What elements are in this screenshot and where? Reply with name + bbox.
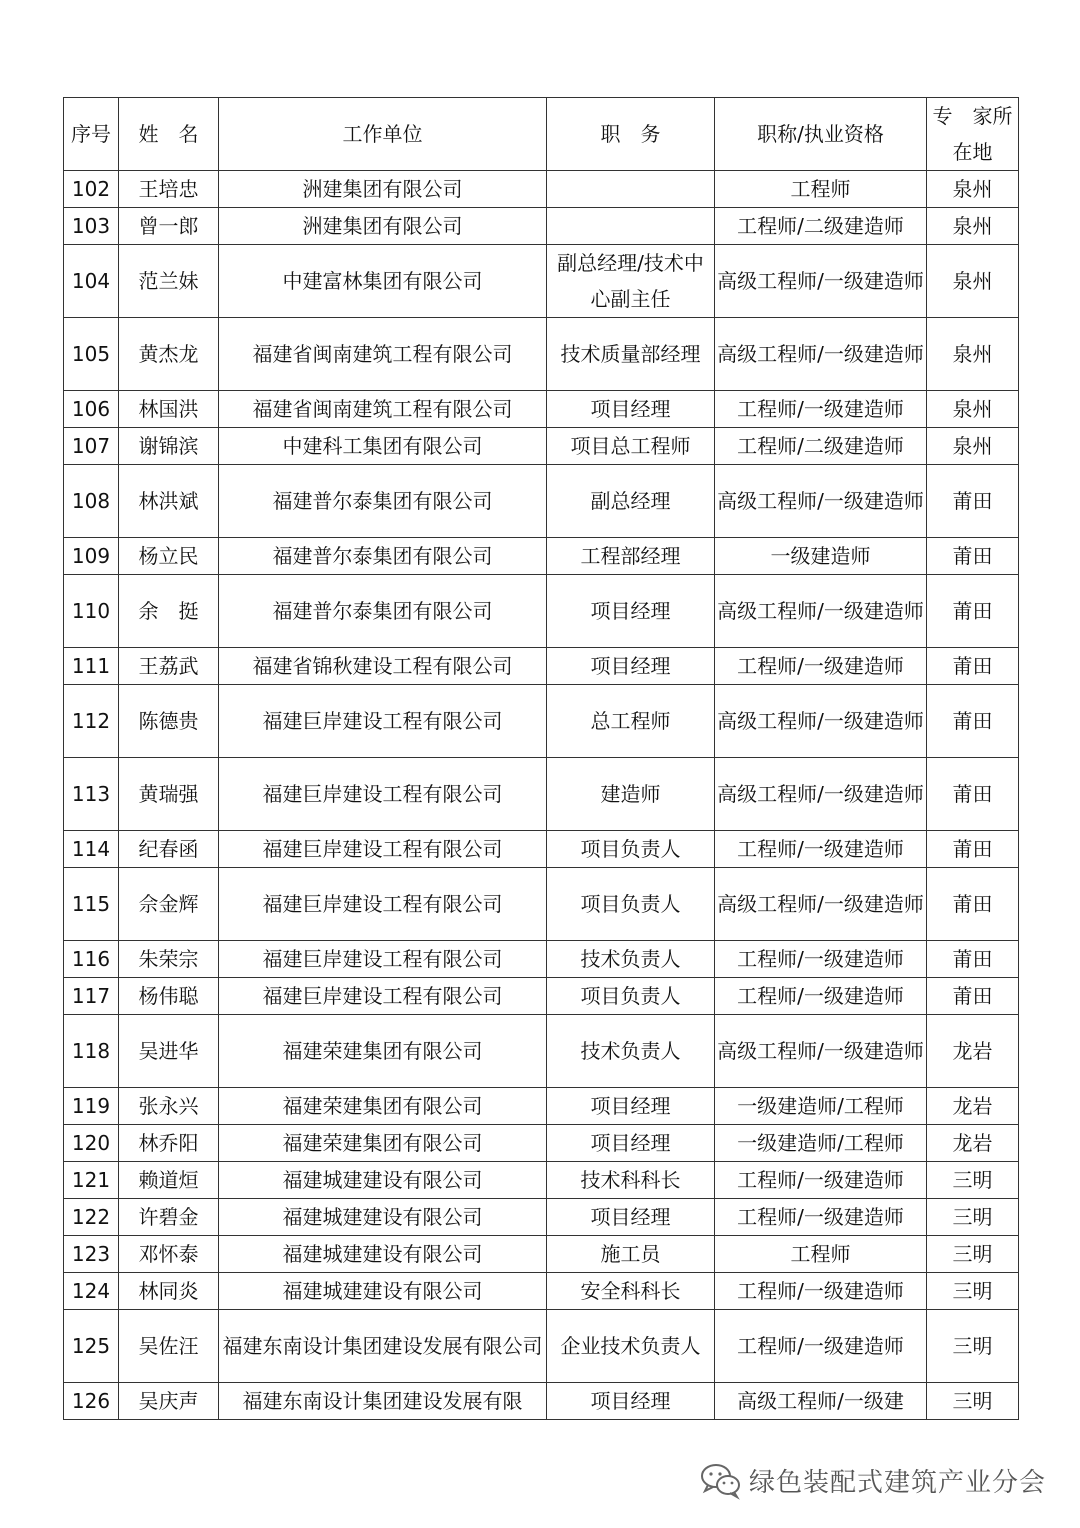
row-no: 123 xyxy=(64,1236,119,1273)
row-name: 杨立民 xyxy=(119,538,219,575)
row-position: 项目总工程师 xyxy=(547,428,715,465)
row-no: 104 xyxy=(64,245,119,318)
row-unit: 福建巨岸建设工程有限公司 xyxy=(219,685,547,758)
table-row xyxy=(64,538,1019,575)
row-position: 项目经理 xyxy=(547,1088,715,1125)
row-no: 106 xyxy=(64,391,119,428)
row-name: 黄杰龙 xyxy=(119,318,219,391)
row-no: 124 xyxy=(64,1273,119,1310)
row-position: 技术负责人 xyxy=(547,941,715,978)
row-name: 林国洪 xyxy=(119,391,219,428)
row-title: 工程师/一级建造师 xyxy=(715,391,927,428)
table-row xyxy=(64,465,1019,538)
table-row xyxy=(64,1125,1019,1162)
header-location: 专 家所在地 xyxy=(927,98,1019,171)
row-position: 技术科科长 xyxy=(547,1162,715,1199)
row-title: 工程师/一级建造师 xyxy=(715,1162,927,1199)
row-no: 125 xyxy=(64,1310,119,1383)
wechat-icon xyxy=(699,1460,743,1500)
row-title: 高级工程师/一级建造师 xyxy=(715,758,927,831)
header-title: 职称/执业资格 xyxy=(715,98,927,171)
row-title: 工程师/一级建造师 xyxy=(715,1273,927,1310)
row-name: 纪春函 xyxy=(119,831,219,868)
table-row xyxy=(64,685,1019,758)
row-no: 103 xyxy=(64,208,119,245)
row-no: 107 xyxy=(64,428,119,465)
row-position: 项目负责人 xyxy=(547,978,715,1015)
row-position xyxy=(547,171,715,208)
header-position: 职 务 xyxy=(547,98,715,171)
row-position: 副总经理 xyxy=(547,465,715,538)
row-title: 高级工程师/一级建 xyxy=(715,1383,927,1420)
row-location: 龙岩 xyxy=(927,1015,1019,1088)
row-location: 莆田 xyxy=(927,758,1019,831)
row-unit: 福建巨岸建设工程有限公司 xyxy=(219,978,547,1015)
row-position: 项目经理 xyxy=(547,575,715,648)
row-unit: 洲建集团有限公司 xyxy=(219,208,547,245)
row-no: 115 xyxy=(64,868,119,941)
row-title: 工程师 xyxy=(715,1236,927,1273)
row-unit: 福建巨岸建设工程有限公司 xyxy=(219,868,547,941)
table-row xyxy=(64,941,1019,978)
table-header-row xyxy=(64,98,1019,171)
row-no: 111 xyxy=(64,648,119,685)
row-title: 高级工程师/一级建造师 xyxy=(715,245,927,318)
row-no: 120 xyxy=(64,1125,119,1162)
row-no: 105 xyxy=(64,318,119,391)
row-unit: 福建东南设计集团建设发展有限 xyxy=(219,1383,547,1420)
row-position: 项目经理 xyxy=(547,1199,715,1236)
row-title: 高级工程师/一级建造师 xyxy=(715,465,927,538)
row-unit: 福建巨岸建设工程有限公司 xyxy=(219,941,547,978)
row-unit: 福建城建建设有限公司 xyxy=(219,1236,547,1273)
row-no: 119 xyxy=(64,1088,119,1125)
row-position: 建造师 xyxy=(547,758,715,831)
header-unit: 工作单位 xyxy=(219,98,547,171)
row-title: 高级工程师/一级建造师 xyxy=(715,685,927,758)
row-title: 工程师/一级建造师 xyxy=(715,648,927,685)
row-no: 110 xyxy=(64,575,119,648)
row-title: 一级建造师/工程师 xyxy=(715,1088,927,1125)
row-position xyxy=(547,208,715,245)
row-position: 技术负责人 xyxy=(547,1015,715,1088)
table-row xyxy=(64,1199,1019,1236)
table-row xyxy=(64,1273,1019,1310)
row-name: 邓怀泰 xyxy=(119,1236,219,1273)
row-position: 项目经理 xyxy=(547,648,715,685)
row-location: 泉州 xyxy=(927,391,1019,428)
table-row xyxy=(64,1162,1019,1199)
row-unit: 福建普尔泰集团有限公司 xyxy=(219,465,547,538)
row-title: 一级建造师/工程师 xyxy=(715,1125,927,1162)
table-row xyxy=(64,245,1019,318)
row-no: 121 xyxy=(64,1162,119,1199)
row-unit: 中建科工集团有限公司 xyxy=(219,428,547,465)
table-row xyxy=(64,1236,1019,1273)
row-unit: 福建荣建集团有限公司 xyxy=(219,1088,547,1125)
row-name: 吴庆声 xyxy=(119,1383,219,1420)
row-no: 108 xyxy=(64,465,119,538)
row-position: 工程部经理 xyxy=(547,538,715,575)
table-row xyxy=(64,1383,1019,1420)
table-row xyxy=(64,318,1019,391)
row-title: 高级工程师/一级建造师 xyxy=(715,318,927,391)
row-no: 112 xyxy=(64,685,119,758)
row-location: 三明 xyxy=(927,1310,1019,1383)
row-no: 114 xyxy=(64,831,119,868)
row-unit: 福建省闽南建筑工程有限公司 xyxy=(219,391,547,428)
row-name: 范兰妹 xyxy=(119,245,219,318)
row-title: 工程师 xyxy=(715,171,927,208)
row-unit: 福建普尔泰集团有限公司 xyxy=(219,538,547,575)
row-position: 安全科科长 xyxy=(547,1273,715,1310)
row-title: 工程师/二级建造师 xyxy=(715,428,927,465)
row-position: 项目经理 xyxy=(547,391,715,428)
table-row xyxy=(64,208,1019,245)
table-row xyxy=(64,648,1019,685)
row-name: 朱荣宗 xyxy=(119,941,219,978)
row-unit: 福建城建建设有限公司 xyxy=(219,1199,547,1236)
table-body xyxy=(64,171,1019,1420)
header-no: 序号 xyxy=(64,98,119,171)
row-no: 116 xyxy=(64,941,119,978)
row-location: 莆田 xyxy=(927,685,1019,758)
table-row xyxy=(64,1088,1019,1125)
row-location: 莆田 xyxy=(927,465,1019,538)
row-location: 莆田 xyxy=(927,648,1019,685)
row-name: 林乔阳 xyxy=(119,1125,219,1162)
row-location: 三明 xyxy=(927,1273,1019,1310)
watermark xyxy=(699,1460,1046,1500)
row-position: 项目负责人 xyxy=(547,868,715,941)
table-row xyxy=(64,758,1019,831)
row-position: 企业技术负责人 xyxy=(547,1310,715,1383)
row-unit: 福建荣建集团有限公司 xyxy=(219,1015,547,1088)
row-unit: 福建城建建设有限公司 xyxy=(219,1273,547,1310)
row-name: 王荔武 xyxy=(119,648,219,685)
row-name: 林同炎 xyxy=(119,1273,219,1310)
row-name: 赖道烜 xyxy=(119,1162,219,1199)
row-name: 杨伟聪 xyxy=(119,978,219,1015)
row-name: 余 挺 xyxy=(119,575,219,648)
row-title: 工程师/一级建造师 xyxy=(715,1199,927,1236)
row-location: 泉州 xyxy=(927,245,1019,318)
row-position: 总工程师 xyxy=(547,685,715,758)
row-location: 莆田 xyxy=(927,831,1019,868)
row-title: 工程师/一级建造师 xyxy=(715,1310,927,1383)
table-row xyxy=(64,428,1019,465)
row-location: 莆田 xyxy=(927,538,1019,575)
row-name: 陈德贵 xyxy=(119,685,219,758)
table-row xyxy=(64,1015,1019,1088)
row-position: 施工员 xyxy=(547,1236,715,1273)
row-unit: 福建东南设计集团建设发展有限公司 xyxy=(219,1310,547,1383)
row-title: 高级工程师/一级建造师 xyxy=(715,575,927,648)
row-name: 黄瑞强 xyxy=(119,758,219,831)
row-no: 118 xyxy=(64,1015,119,1088)
row-unit: 福建省锦秋建设工程有限公司 xyxy=(219,648,547,685)
row-location: 泉州 xyxy=(927,318,1019,391)
row-location: 三明 xyxy=(927,1383,1019,1420)
row-no: 126 xyxy=(64,1383,119,1420)
row-location: 泉州 xyxy=(927,428,1019,465)
row-no: 117 xyxy=(64,978,119,1015)
row-location: 莆田 xyxy=(927,868,1019,941)
row-name: 吴进华 xyxy=(119,1015,219,1088)
row-position: 项目经理 xyxy=(547,1125,715,1162)
row-title: 一级建造师 xyxy=(715,538,927,575)
table-row xyxy=(64,831,1019,868)
row-unit: 福建普尔泰集团有限公司 xyxy=(219,575,547,648)
row-unit: 中建富林集团有限公司 xyxy=(219,245,547,318)
row-name: 曾一郎 xyxy=(119,208,219,245)
row-title: 工程师/二级建造师 xyxy=(715,208,927,245)
expert-table xyxy=(63,97,1019,1420)
row-name: 佘金辉 xyxy=(119,868,219,941)
row-position: 项目负责人 xyxy=(547,831,715,868)
row-location: 三明 xyxy=(927,1199,1019,1236)
row-location: 莆田 xyxy=(927,575,1019,648)
row-name: 许碧金 xyxy=(119,1199,219,1236)
row-no: 102 xyxy=(64,171,119,208)
row-location: 三明 xyxy=(927,1162,1019,1199)
row-unit: 福建巨岸建设工程有限公司 xyxy=(219,758,547,831)
row-name: 谢锦滨 xyxy=(119,428,219,465)
row-title: 工程师/一级建造师 xyxy=(715,941,927,978)
header-name: 姓 名 xyxy=(119,98,219,171)
row-location: 泉州 xyxy=(927,208,1019,245)
row-unit: 洲建集团有限公司 xyxy=(219,171,547,208)
row-unit: 福建城建建设有限公司 xyxy=(219,1162,547,1199)
table-row xyxy=(64,1310,1019,1383)
row-title: 高级工程师/一级建造师 xyxy=(715,868,927,941)
row-no: 109 xyxy=(64,538,119,575)
watermark-text: 绿色装配式建筑产业分会 xyxy=(748,1467,1046,1498)
row-title: 高级工程师/一级建造师 xyxy=(715,1015,927,1088)
row-title: 工程师/一级建造师 xyxy=(715,978,927,1015)
row-location: 莆田 xyxy=(927,978,1019,1015)
row-name: 张永兴 xyxy=(119,1088,219,1125)
table-row xyxy=(64,868,1019,941)
row-name: 林洪斌 xyxy=(119,465,219,538)
row-title: 工程师/一级建造师 xyxy=(715,831,927,868)
row-position: 技术质量部经理 xyxy=(547,318,715,391)
row-no: 122 xyxy=(64,1199,119,1236)
row-no: 113 xyxy=(64,758,119,831)
row-position: 副总经理/技术中心副主任 xyxy=(547,245,715,318)
table-row xyxy=(64,391,1019,428)
table-row xyxy=(64,978,1019,1015)
table-row xyxy=(64,171,1019,208)
row-location: 莆田 xyxy=(927,941,1019,978)
row-name: 王培忠 xyxy=(119,171,219,208)
row-position: 项目经理 xyxy=(547,1383,715,1420)
row-location: 泉州 xyxy=(927,171,1019,208)
row-unit: 福建省闽南建筑工程有限公司 xyxy=(219,318,547,391)
row-location: 龙岩 xyxy=(927,1125,1019,1162)
row-location: 三明 xyxy=(927,1236,1019,1273)
row-unit: 福建荣建集团有限公司 xyxy=(219,1125,547,1162)
row-name: 吴佐汪 xyxy=(119,1310,219,1383)
row-unit: 福建巨岸建设工程有限公司 xyxy=(219,831,547,868)
row-location: 龙岩 xyxy=(927,1088,1019,1125)
table-row xyxy=(64,575,1019,648)
